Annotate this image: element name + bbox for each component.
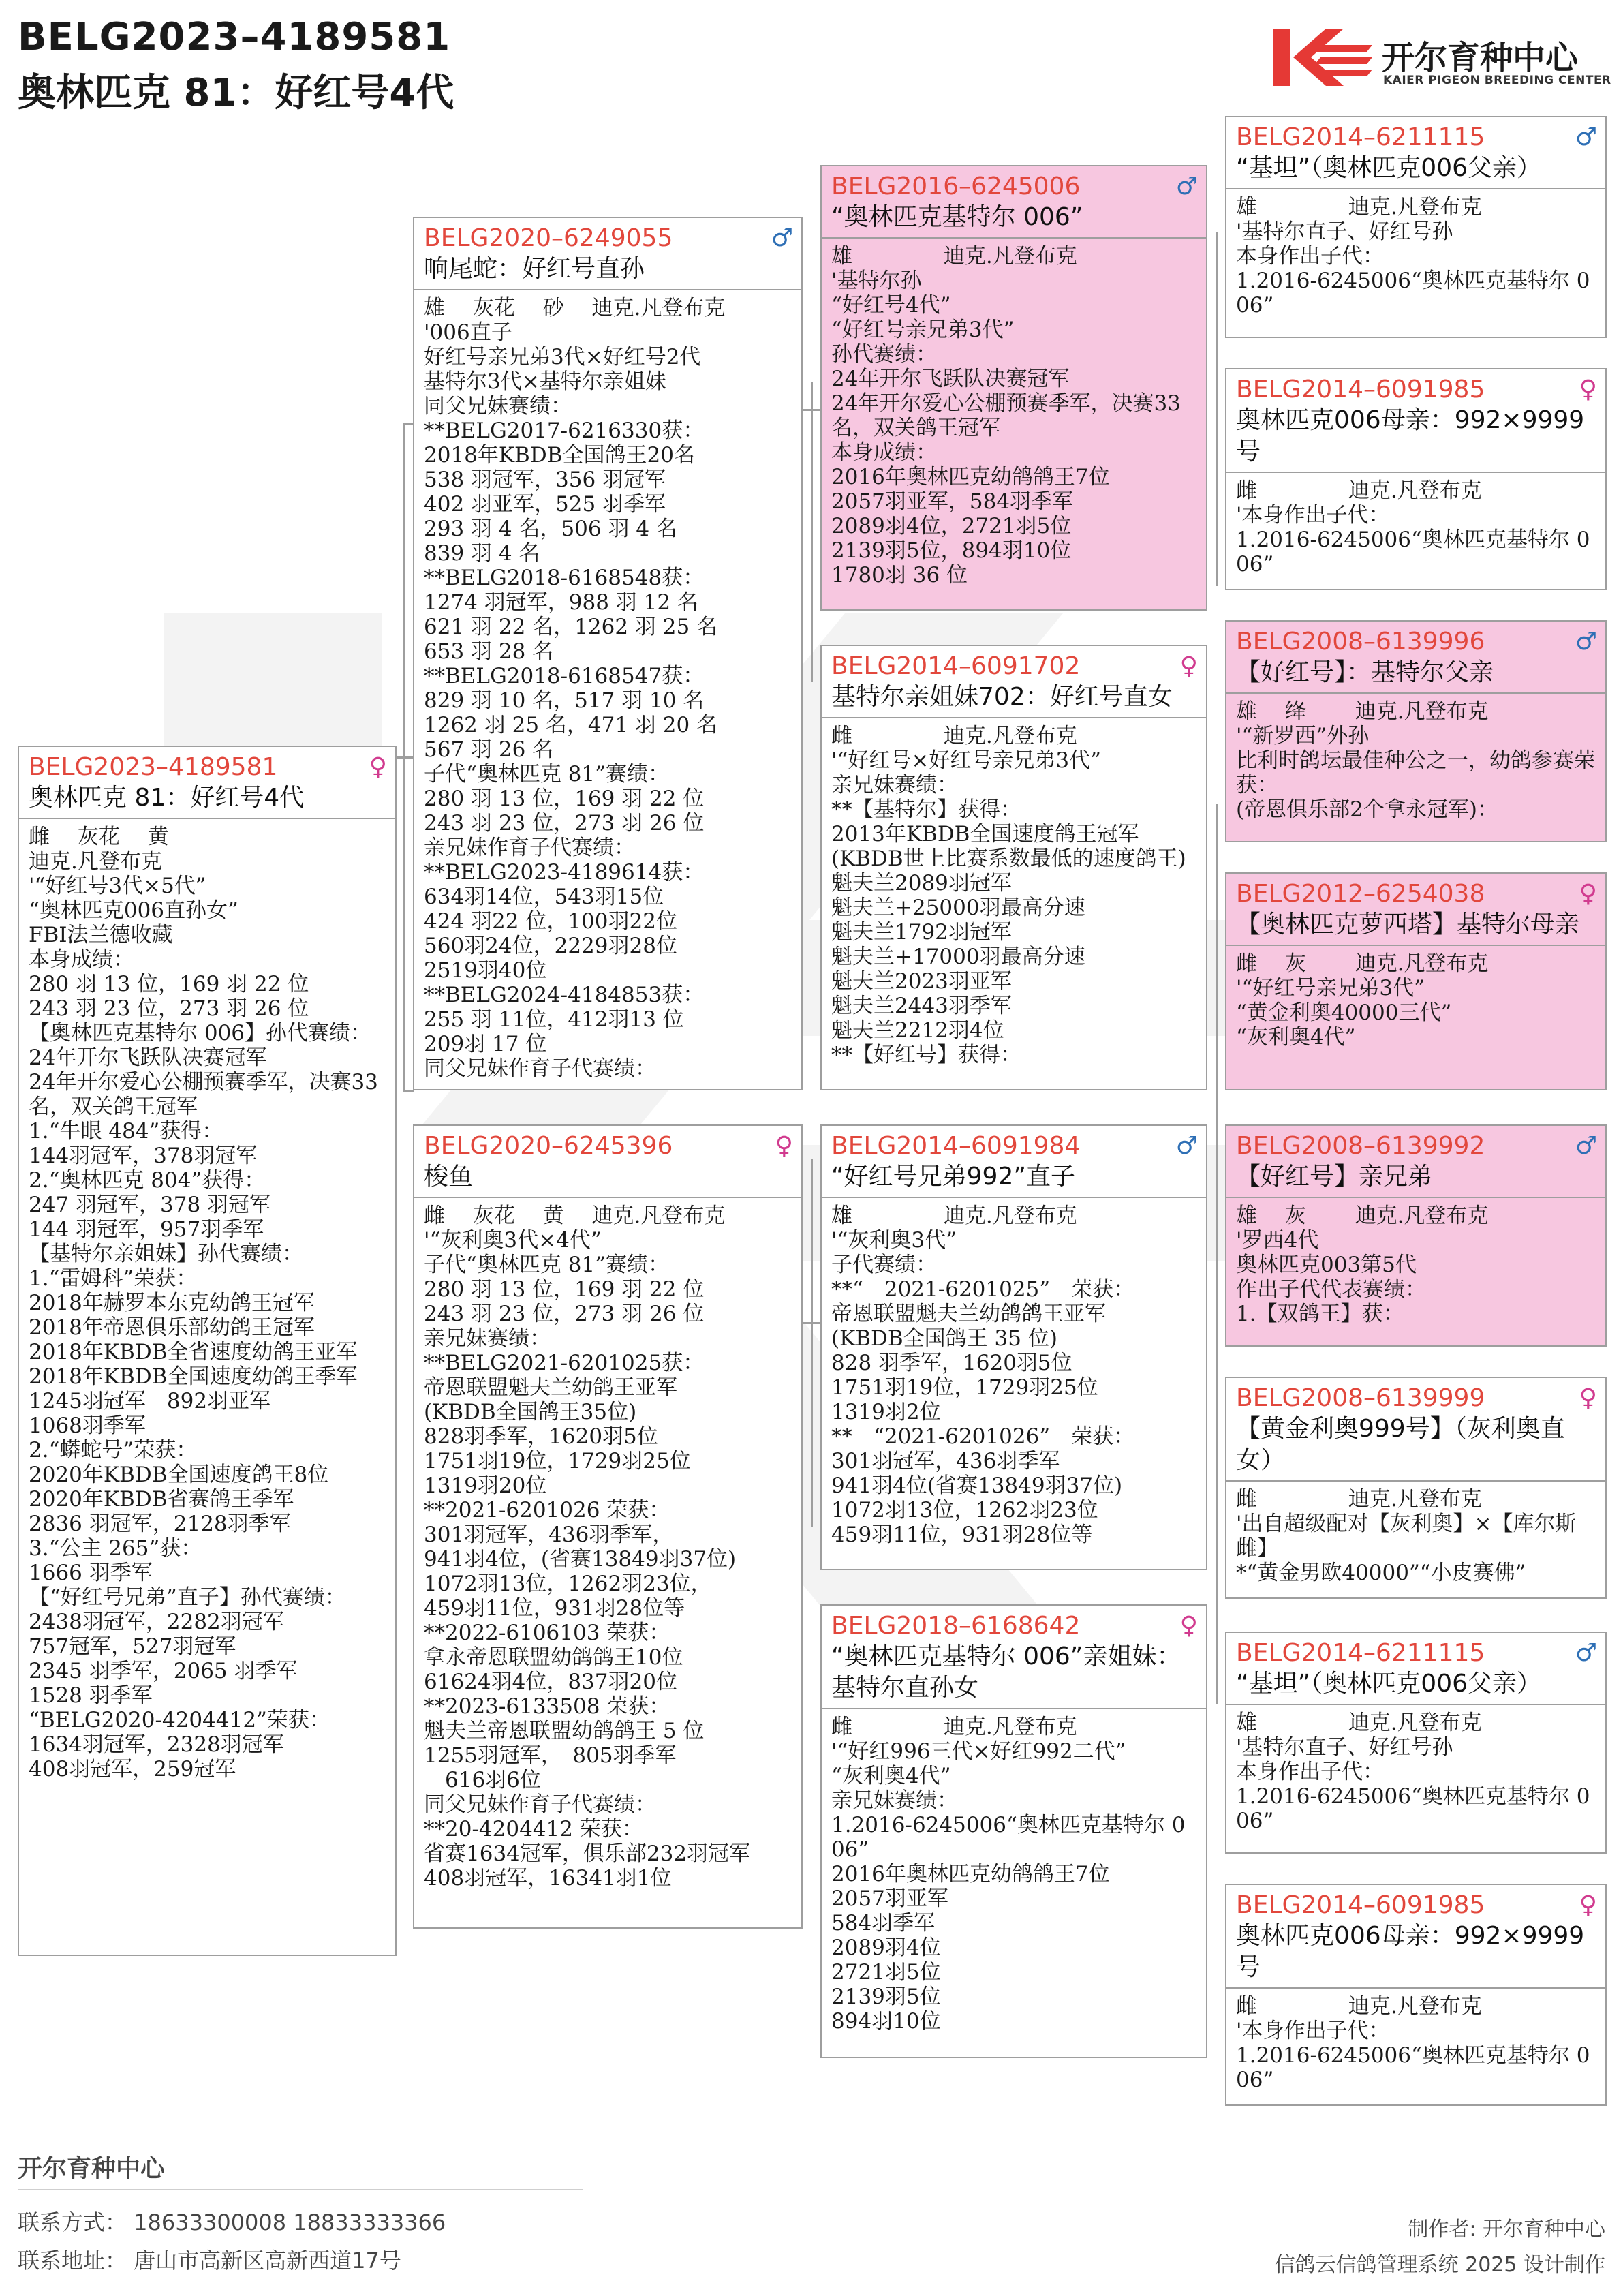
pedigree-card-dam-dam[interactable] <box>820 1604 1207 2058</box>
connector-line <box>811 1159 813 1527</box>
logo-name-cn: 开尔育种中心 <box>1382 39 1579 77</box>
female-icon: ♀ <box>1579 1384 1597 1412</box>
pigeon-name: 基特尔亲姐妹702：好红号直女 <box>831 683 1173 711</box>
footer-org-name: 开尔育种中心 <box>18 2155 166 2183</box>
pigeon-name: “基坦”（奥林匹克006父亲） <box>1236 1670 1542 1698</box>
connector-line <box>1216 804 1218 1704</box>
female-icon: ♀ <box>1579 376 1597 403</box>
pedigree-card-sire[interactable] <box>413 217 803 1090</box>
male-icon: ♂ <box>1575 1639 1597 1667</box>
footer-system: 信鸽云信鸽管理系统 2025 设计制作 <box>1274 2253 1605 2277</box>
connector-line <box>403 423 405 1090</box>
male-icon: ♂ <box>1575 123 1597 151</box>
pigeon-details: 雌 迪克.凡登布克 '“好红996三代×好红992二代” “灰利奥4代” 亲兄妹赛绩： 1.2016-6245006“奥林匹克基特尔 006” 2016年奥林匹克幼鸽鸽王7位 2057羽亚军 584羽季军 2089羽4位 2721羽5位 2139羽5位 894羽10位 <box>831 1715 1186 2034</box>
pedigree-card-sd-sire[interactable] <box>1225 620 1607 842</box>
connector-line <box>1216 232 1218 586</box>
logo-name-en: KAIER PIGEON BREEDING CENTER <box>1383 74 1611 87</box>
female-icon: ♀ <box>369 753 387 781</box>
pedigree-card-ss-sire[interactable] <box>1225 116 1607 338</box>
pigeon-details: 雌 迪克.凡登布克 '本身作出子代： 1.2016-6245006“奥林匹克基特尔 006” <box>1236 1994 1590 2092</box>
footer-address: 联系地址： 唐山市高新区高新西道17号 <box>18 2248 401 2274</box>
female-icon: ♀ <box>1579 1891 1597 1919</box>
pigeon-name: 【奥林匹克萝西塔】基特尔母亲 <box>1236 910 1580 938</box>
pigeon-details: 雄 绛 迪克.凡登布克 '“新罗西”外孙 比利时鸽坛最佳种公之一，幼鸽参赛荣获： (帝恩俱乐部2个拿永冠军)： <box>1236 699 1595 822</box>
pedigree-card-ds-dam[interactable] <box>1225 1377 1607 1599</box>
pigeon-details: 雌 灰花 黄 迪克.凡登布克 '“好红号3代×5代” “奥林匹克006直孙女” FBI法兰德收藏 本身成绩： 280 羽 13 位，169 羽 22 位 243 羽 23 位，273 羽 26 位 【奥林匹克基特尔 006】孙代赛绩： 24年开尔飞跃队决赛冠军 24年开尔爱心公棚预赛季军，决赛33名，双关鸽王冠军 1.“牛眼 484”获得： 144羽冠军，378羽冠军 2.“奥林匹克 804”获得： 247 羽冠军，378 羽冠军 144 羽冠军，957羽季军 【基特尔亲姐妹】孙代赛绩： 1.“雷姆科”荣获： 2018年赫罗本东克幼鸽王冠军 2018年帝恩俱乐部幼鸽王冠军 2018年KBDB全省速度幼鸽王亚军 2018年KBDB全国速度幼鸽王季军 1245羽冠军 892羽亚军 1068羽季军 2.“蟒蛇号”荣获： 2020年KBDB全国速度鸽王8位 2020年KBDB省赛鸽王季军 2836 羽冠军，2128羽季军 3.“公主 265”获： 1666 羽季军 【“好红号兄弟”直子】孙代赛绩： 2438羽冠军，2282羽冠军 757冠军，527羽冠军 2345 羽季军，2065 羽季军 1528 羽季军 “BELG2020-4204412”荣获： 1634羽冠军，2328羽冠军 408羽冠军，259冠军 <box>29 825 378 1781</box>
male-icon: ♂ <box>1575 1132 1597 1160</box>
pedigree-ring-number: BELG2023–4189581 <box>18 15 451 59</box>
male-icon: ♂ <box>1175 1132 1198 1160</box>
ring-number: BELG2016–6245006 <box>831 172 1081 200</box>
pigeon-name: 【黄金利奥999号】（灰利奥直女） <box>1236 1415 1565 1474</box>
ring-number: BELG2018–6168642 <box>831 1612 1081 1640</box>
footer-maker: 制作者: 开尔育种中心 <box>1408 2218 1605 2241</box>
connector-line <box>403 1090 414 1092</box>
ring-number: BELG2014–6091984 <box>831 1132 1081 1160</box>
ring-number: BELG2023–4189581 <box>29 753 278 781</box>
pigeon-name: 奥林匹克006母亲：992×9999号 <box>1236 1922 1585 1981</box>
male-icon: ♂ <box>771 224 793 252</box>
pigeon-name: 【好红号】：基特尔父亲 <box>1236 658 1494 686</box>
pedigree-card-sire-sire[interactable] <box>820 165 1207 611</box>
ring-number: BELG2020–6245396 <box>424 1132 673 1160</box>
female-icon: ♀ <box>1179 652 1198 680</box>
male-icon: ♂ <box>1175 172 1198 200</box>
pedigree-card-sd-dam[interactable] <box>1225 872 1607 1090</box>
ring-number: BELG2014–6091985 <box>1236 1891 1485 1919</box>
pedigree-card-sire-dam[interactable] <box>820 645 1207 1090</box>
pedigree-card-dam[interactable] <box>413 1124 803 1929</box>
female-icon: ♀ <box>1579 880 1597 908</box>
pigeon-name: “奥林匹克基特尔 006” <box>831 203 1083 231</box>
pigeon-name: 梭鱼 <box>424 1163 474 1191</box>
pedigree-card-subject[interactable] <box>18 746 397 1956</box>
male-icon: ♂ <box>1575 628 1597 656</box>
ring-number: BELG2008–6139996 <box>1236 628 1485 656</box>
ring-number: BELG2014–6211115 <box>1236 1639 1485 1667</box>
pigeon-details: 雌 迪克.凡登布克 '出自超级配对【灰利奥】×【库尔斯雌】 *“黄金男欧40000”“小皮赛佛” <box>1236 1487 1577 1585</box>
footer-contact: 联系方式： 18633300008 18833333366 <box>18 2209 446 2235</box>
pigeon-name: 【好红号】亲兄弟 <box>1236 1163 1433 1191</box>
pigeon-details: 雌 迪克.凡登布克 '“好红号×好红号亲兄弟3代” 亲兄妹赛绩： **【基特尔】获得： 2013年KBDB全国速度鸽王冠军 (KBDB世上比赛系数最低的速度鸽王) 魁夫兰2089羽冠军 魁夫兰+25000羽最高分速 魁夫兰1792羽冠军 魁夫兰+17000羽最高分速 魁夫兰2023羽亚军 魁夫兰2443羽季军 魁夫兰2212羽4位 **【好红号】获得： <box>831 724 1186 1067</box>
pedigree-card-ss-dam[interactable] <box>1225 368 1607 590</box>
pigeon-details: 雄 迪克.凡登布克 '基特尔孙 “好红号4代” “好红号亲兄弟3代” 孙代赛绩： 24年开尔飞跃队决赛冠军 24年开尔爱心公棚预赛季军，决赛33名，双关鸽王冠军 本身成绩： 2016年奥林匹克幼鸽鸽王7位 2057羽亚军，584羽季军 2089羽4位，2721羽5位 2139羽5位，894羽10位 1780羽 36 位 <box>831 244 1181 587</box>
footer-divider <box>18 2189 583 2190</box>
pedigree-card-dam-sire[interactable] <box>820 1124 1207 1570</box>
pigeon-name: 奥林匹克 81：好红号4代 <box>29 784 305 812</box>
pigeon-details: 雄 灰 迪克.凡登布克 '罗西4代 奥林匹克003第5代 作出子代代表赛绩： 1.【双鸽王】获： <box>1236 1204 1489 1326</box>
female-icon: ♀ <box>775 1132 793 1160</box>
ring-number: BELG2014–6091985 <box>1236 376 1485 403</box>
pigeon-name: 奥林匹克006母亲：992×9999号 <box>1236 406 1585 465</box>
female-icon: ♀ <box>1179 1612 1198 1640</box>
pigeon-details: 雄 灰花 砂 迪克.凡登布克 '006直子 好红号亲兄弟3代×好红号2代 基特尔3代×基特尔亲姐妹 同父兄妹赛绩： **BELG2017-6216330获： 2018年KBDB全国鸽王20名 538 羽冠军，356 羽冠军 402 羽亚军，525 羽季军 293 羽 4 名，506 羽 4 名 839 羽 4 名 **BELG2018-6168548获： 1274 羽冠军，988 羽 12 名 621 羽 22 名，1262 羽 25 名 653 羽 28 名 **BELG2018-6168547获： 829 羽 10 名，517 羽 10 名 1262 羽 25 名，471 羽 20 名 567 羽 26 名 子代“奥林匹克 81”赛绩： 280 羽 13 位，169 羽 22 位 243 羽 23 位，273 羽 26 位 亲兄妹作育子代赛绩： **BELG2023-4189614获： 634羽14位，543羽15位 424 羽22 位，100羽22位 560羽24位，2229羽28位 2519羽40位 **BELG2024-4184853获： 255 羽 11位，412羽13 位 209羽 17 位 同父兄妹作育子代赛绩： <box>424 296 726 1081</box>
pigeon-name: “奥林匹克基特尔 006”亲姐妹：基特尔直孙女 <box>831 1642 1181 1702</box>
pigeon-details: 雄 迪克.凡登布克 '“灰利奥3代” 子代赛绩： **“ 2021-6201025” 荣获： 帝恩联盟魁夫兰幼鸽鸽王亚军 (KBDB全国鸽王 35 位) 828 羽季军，1620羽5位 1751羽19位，1729羽25位 1319羽2位 ** “2021-6201026” 荣获： 301羽冠军，436羽季军 941羽4位(省赛13849羽37位) 1072羽13位，1262羽23位 459羽11位，931羽28位等 <box>831 1204 1135 1547</box>
pigeon-name: 响尾蛇：好红号直孙 <box>424 255 645 283</box>
pigeon-details: 雌 灰花 黄 迪克.凡登布克 '“灰利奥3代×4代” 子代“奥林匹克 81”赛绩： 280 羽 13 位，169 羽 22 位 243 羽 23 位，273 羽 26 位 亲兄妹赛绩： **BELG2021-6201025获： 帝恩联盟魁夫兰幼鸽王亚军 (KBDB全国鸽王35位) 828羽季军，1620羽5位 1751羽19位，1729羽25位 1319羽20位 **2021-6201026 荣获： 301羽冠军，436羽季军， 941羽4位，(省赛13849羽37位) 1072羽13位，1262羽23位， 459羽11位，931羽28位等 **2022-6106103 荣获： 拿永帝恩联盟幼鸽鸽王10位 61624羽4位，837羽20位 **2023-6133508 荣获： 魁夫兰帝恩联盟幼鸽鸽王 5 位 1255羽冠军， 805羽季军 616羽6位 同父兄妹作育子代赛绩： **20-4204412 荣获： 省赛1634冠军，俱乐部232羽冠军 408羽冠军，16341羽1位 <box>424 1204 751 1891</box>
ring-number: BELG2020–6249055 <box>424 224 673 252</box>
pigeon-name: “基坦”（奥林匹克006父亲） <box>1236 154 1542 182</box>
pedigree-card-dd-sire[interactable] <box>1225 1632 1607 1854</box>
ring-number: BELG2014–6211115 <box>1236 123 1485 151</box>
pedigree-card-dd-dam[interactable] <box>1225 1884 1607 2106</box>
pigeon-name: “好红号兄弟992”直子 <box>831 1163 1076 1191</box>
ring-number: BELG2014–6091702 <box>831 652 1081 680</box>
ring-number: BELG2008–6139999 <box>1236 1384 1485 1412</box>
ring-number: BELG2012–6254038 <box>1236 880 1485 908</box>
pigeon-details: 雄 迪克.凡登布克 '基特尔直子、好红号孙 本身作出子代： 1.2016-6245006“奥林匹克基特尔 006” <box>1236 1711 1590 1833</box>
pigeon-details: 雌 灰 迪克.凡登布克 '“好红号亲兄弟3代” “黄金利奥40000三代” “灰利奥4代” <box>1236 951 1489 1050</box>
pigeon-details: 雌 迪克.凡登布克 '本身作出子代： 1.2016-6245006“奥林匹克基特尔 006” <box>1236 478 1590 577</box>
pigeon-details: 雄 迪克.凡登布克 '基特尔直子、好红号孙 本身作出子代： 1.2016-6245006“奥林匹克基特尔 006” <box>1236 195 1590 318</box>
connector-line <box>811 382 813 682</box>
ring-number: BELG2008–6139992 <box>1236 1132 1485 1160</box>
pedigree-title: 奥林匹克 81：好红号4代 <box>18 71 454 115</box>
brand-logo <box>1273 25 1611 93</box>
pedigree-card-ds-sire[interactable] <box>1225 1124 1607 1347</box>
kaier-logo-icon <box>1273 25 1375 90</box>
